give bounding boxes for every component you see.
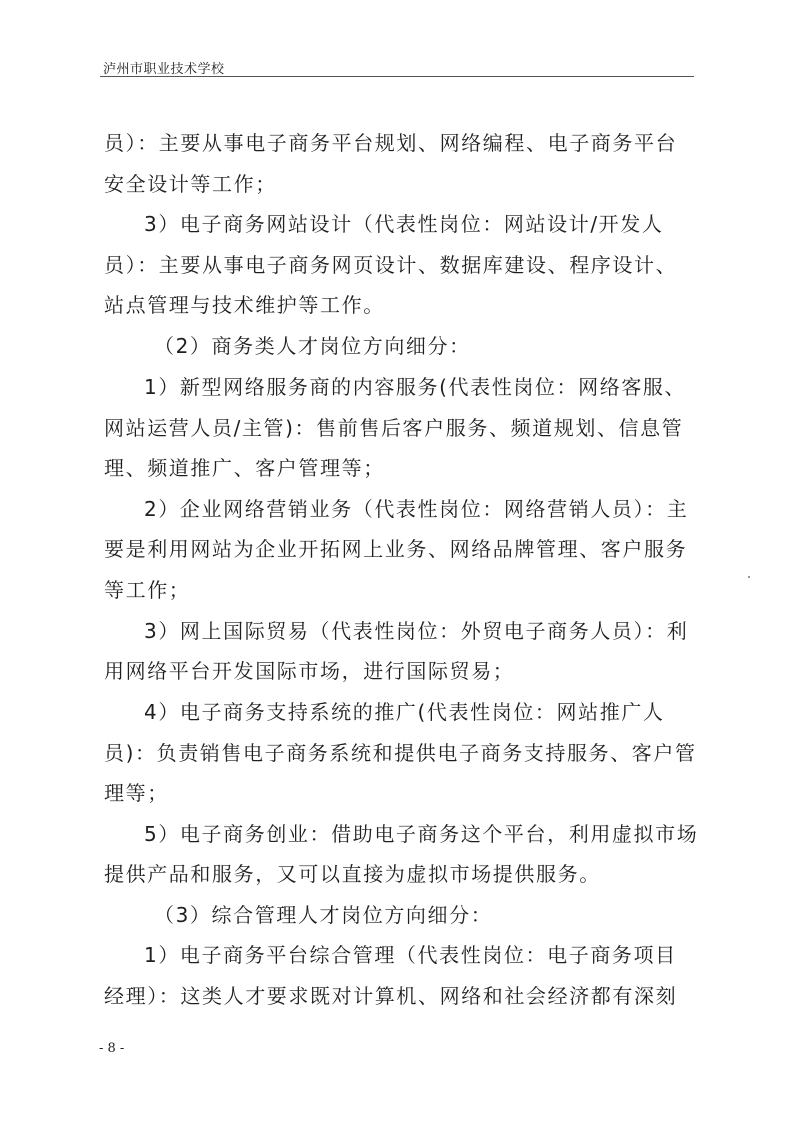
body-line: 4）电子商务支持系统的推广(代表性岗位：网站推广人: [144, 700, 665, 724]
body-line: 网站运营人员/主管)：售前售后客户服务、频道规划、信息管: [104, 416, 684, 440]
body-line: 理、频道推广、客户管理等；: [104, 456, 385, 480]
body-line: 3）网上国际贸易（代表性岗位：外贸电子商务人员）：利: [144, 619, 689, 643]
body-line: 员)：负责销售电子商务系统和提供电子商务支持服务、客户管: [104, 741, 697, 765]
body-line: 经理）：这类人才要求既对计算机、网络和社会经济都有深刻: [104, 984, 678, 1008]
body-line: 员）：主要从事电子商务平台规划、网络编程、电子商务平台: [104, 131, 678, 155]
body-line: 用网络平台开发国际市场，进行国际贸易；: [104, 659, 515, 683]
body-line: 3）电子商务网站设计（代表性岗位：网站设计/开发人: [144, 212, 664, 236]
body-line: 等工作；: [104, 578, 191, 602]
body-line: 提供产品和服务，又可以直接为虚拟市场提供服务。: [104, 862, 601, 886]
body-line: 员）：主要从事电子商务网页设计、数据库建设、程序设计、: [104, 253, 678, 277]
section-heading: （2）商务类人才岗位方向细分：: [154, 334, 471, 358]
body-line: 站点管理与技术维护等工作。: [104, 293, 385, 317]
body-line: 5）电子商务创业：借助电子商务这个平台，利用虚拟市场: [144, 822, 699, 846]
body-line: 理等；: [104, 781, 169, 805]
body-line: 1）电子商务平台综合管理（代表性岗位：电子商务项目: [144, 943, 677, 967]
section-heading: （3）综合管理人才岗位方向细分：: [154, 903, 493, 927]
body-line: 1）新型网络服务商的内容服务(代表性岗位：网络客服、: [144, 375, 687, 399]
header-title: 泸州市职业技术学校: [103, 62, 225, 77]
body-line: 要是利用网站为企业开拓网上业务、网络品牌管理、客户服务: [104, 537, 688, 561]
body-line: 2）企业网络营销业务（代表性岗位：网络营销人员）：主: [144, 497, 689, 521]
body-line: 安全设计等工作；: [104, 172, 277, 196]
scan-speck: [748, 576, 750, 578]
page-number: - 8 -: [99, 1041, 125, 1056]
